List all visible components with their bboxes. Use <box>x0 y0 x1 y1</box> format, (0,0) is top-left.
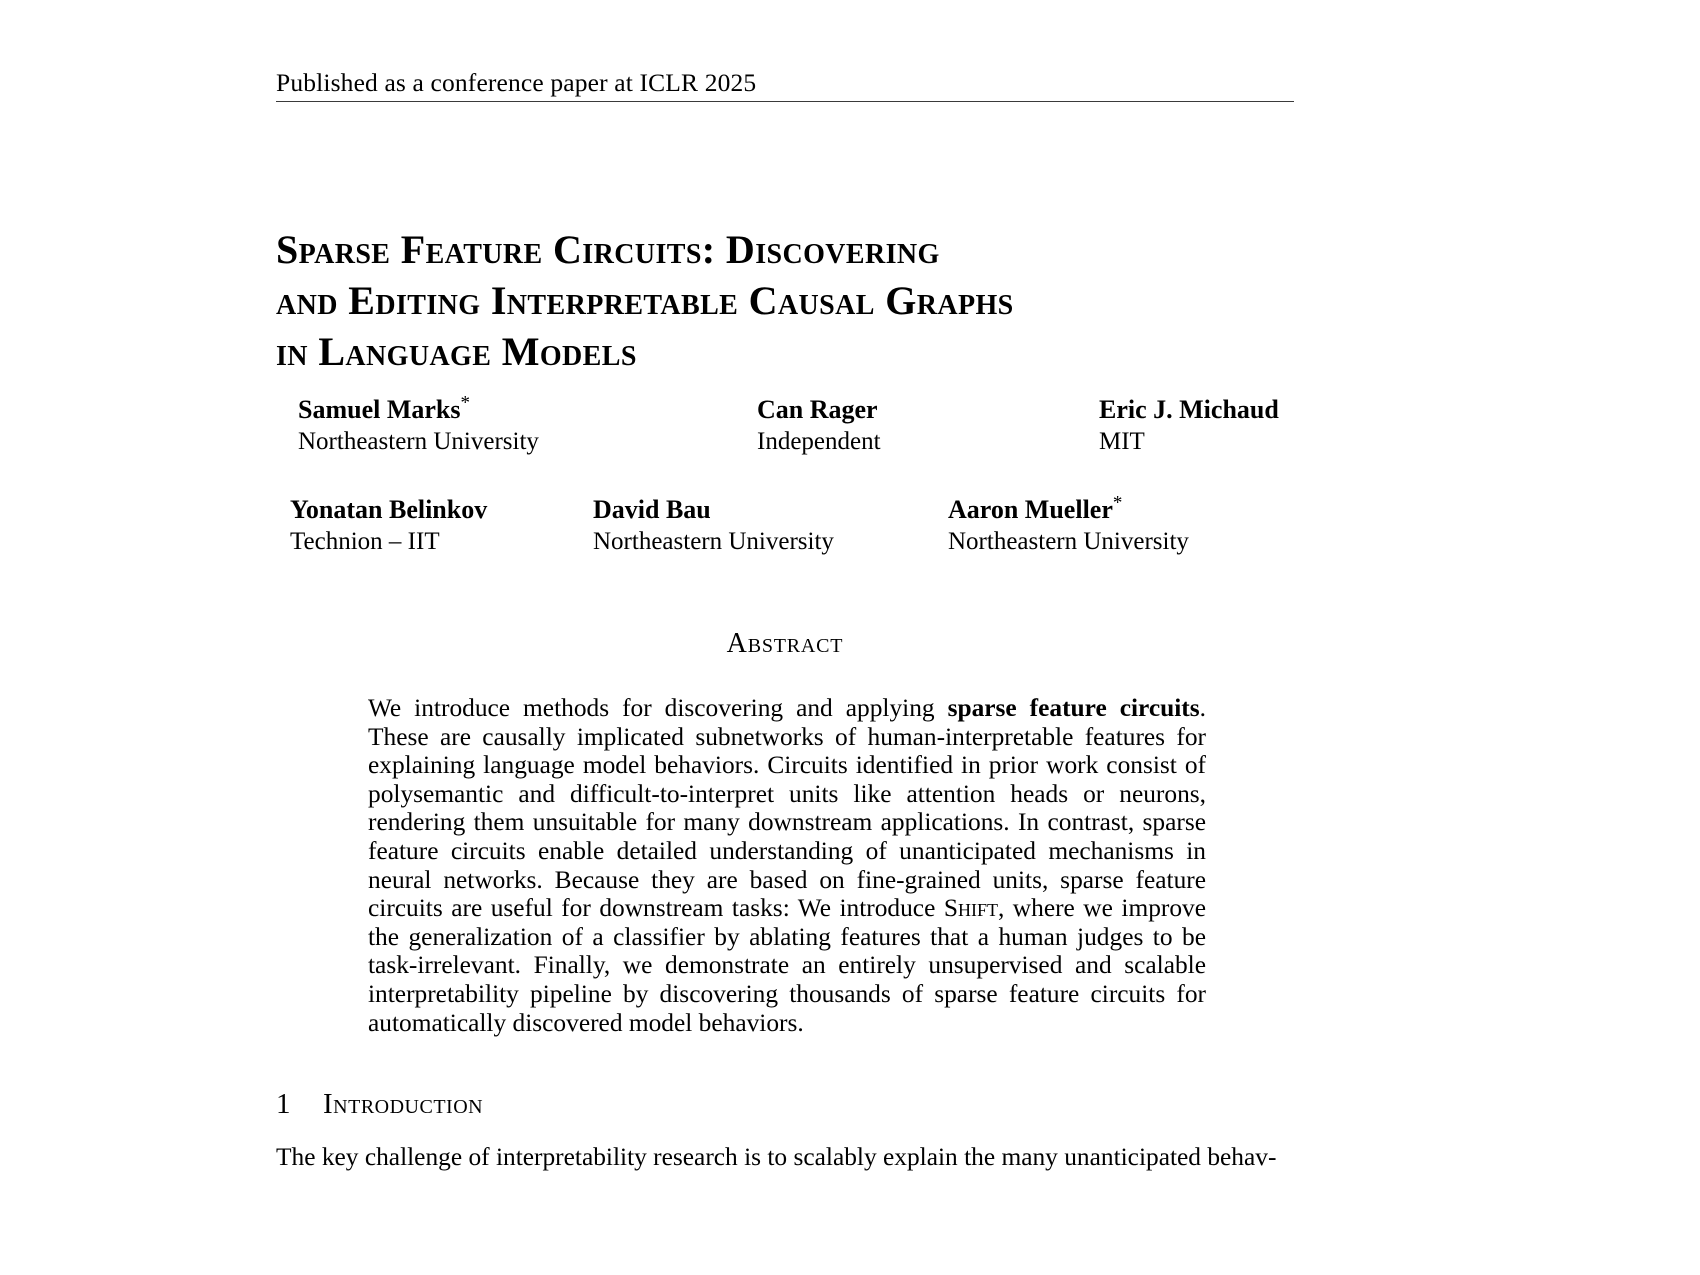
author-name <box>757 393 881 426</box>
author-name <box>298 393 539 426</box>
abstract-text-part-2: . These are causally implicated subnetworks of human-interpretable features for explaining language model behaviors. Circuits identified in prior work consist of polysemantic and difficult-to-interpret units like attention heads or neurons, rendering them unsuitable for many downstream applications. In contrast, sparse feature circuits enable detailed understanding of unanticipated mechanisms in neural networks. Because they are based on fine-grained units, sparse feature circuits are useful for downstream tasks: We introduce <box>368 694 1207 923</box>
author-entry <box>948 493 1189 557</box>
author-entry <box>757 393 881 457</box>
author-entry <box>593 493 834 557</box>
author-block <box>276 393 1294 593</box>
author-affiliation: MIT <box>1099 428 1145 455</box>
running-head: Published as a conference paper at ICLR 2025 <box>276 68 757 97</box>
abstract-smallcaps-term: Shift <box>943 894 998 923</box>
author-name <box>593 493 834 526</box>
author-name-text: Aaron Mueller <box>948 495 1113 524</box>
author-row-1 <box>276 393 1294 493</box>
author-entry <box>1099 393 1279 457</box>
page-title <box>276 224 1236 377</box>
author-affiliation: Northeastern University <box>298 428 539 455</box>
section-number: 1 <box>276 1088 291 1120</box>
author-affiliation-marker: * <box>1112 492 1123 514</box>
paper-page <box>276 0 1294 1275</box>
title-line-2: and Editing Interpretable Causal Graphs <box>276 277 1014 323</box>
author-affiliation: Independent <box>757 428 881 455</box>
abstract-heading: Abstract <box>726 628 844 659</box>
section-heading-introduction <box>276 1088 1294 1121</box>
author-name-text: David Bau <box>593 495 711 524</box>
abstract-text-part-1: We introduce methods for discovering and applying <box>368 694 948 722</box>
introduction-first-paragraph <box>276 1143 1294 1172</box>
author-name <box>948 493 1189 526</box>
author-name <box>290 493 487 526</box>
author-entry <box>290 493 487 557</box>
arxiv-stamp <box>0 0 150 1275</box>
author-name-text: Yonatan Belinkov <box>290 495 488 524</box>
author-name-text: Can Rager <box>757 395 878 424</box>
author-row-2 <box>276 493 1294 593</box>
paragraph-text: The key challenge of interpretability research is to scalably explain the many unanticipated behav- <box>276 1143 1277 1171</box>
abstract-body <box>368 694 1206 1037</box>
header-rule <box>276 101 1294 102</box>
title-line-3: in Language Models <box>276 328 637 374</box>
title-line-1: Sparse Feature Circuits: Discovering <box>276 226 940 272</box>
author-name-text: Samuel Marks <box>298 395 461 424</box>
abstract-bold-term: sparse feature circuits <box>947 694 1200 722</box>
author-affiliation: Northeastern University <box>593 528 834 555</box>
author-name <box>1099 393 1279 426</box>
author-name-text: Eric J. Michaud <box>1099 395 1279 424</box>
section-title: Introduction <box>323 1088 484 1120</box>
author-affiliation: Technion – IIT <box>290 528 440 555</box>
author-affiliation: Northeastern University <box>948 528 1189 555</box>
abstract-paragraph <box>368 694 1206 1037</box>
abstract-text-part-3: , where we improve the generalization of a classifier by ablating features that a human judges to be task-irrelevant. Finally, we demonstrate an entirely unsupervised and scalable interpretability pipeline by discovering thousands of sparse feature circuits for automatically discovered model behaviors. <box>368 894 1206 1037</box>
author-affiliation-marker: * <box>460 392 470 414</box>
author-entry <box>298 393 539 457</box>
